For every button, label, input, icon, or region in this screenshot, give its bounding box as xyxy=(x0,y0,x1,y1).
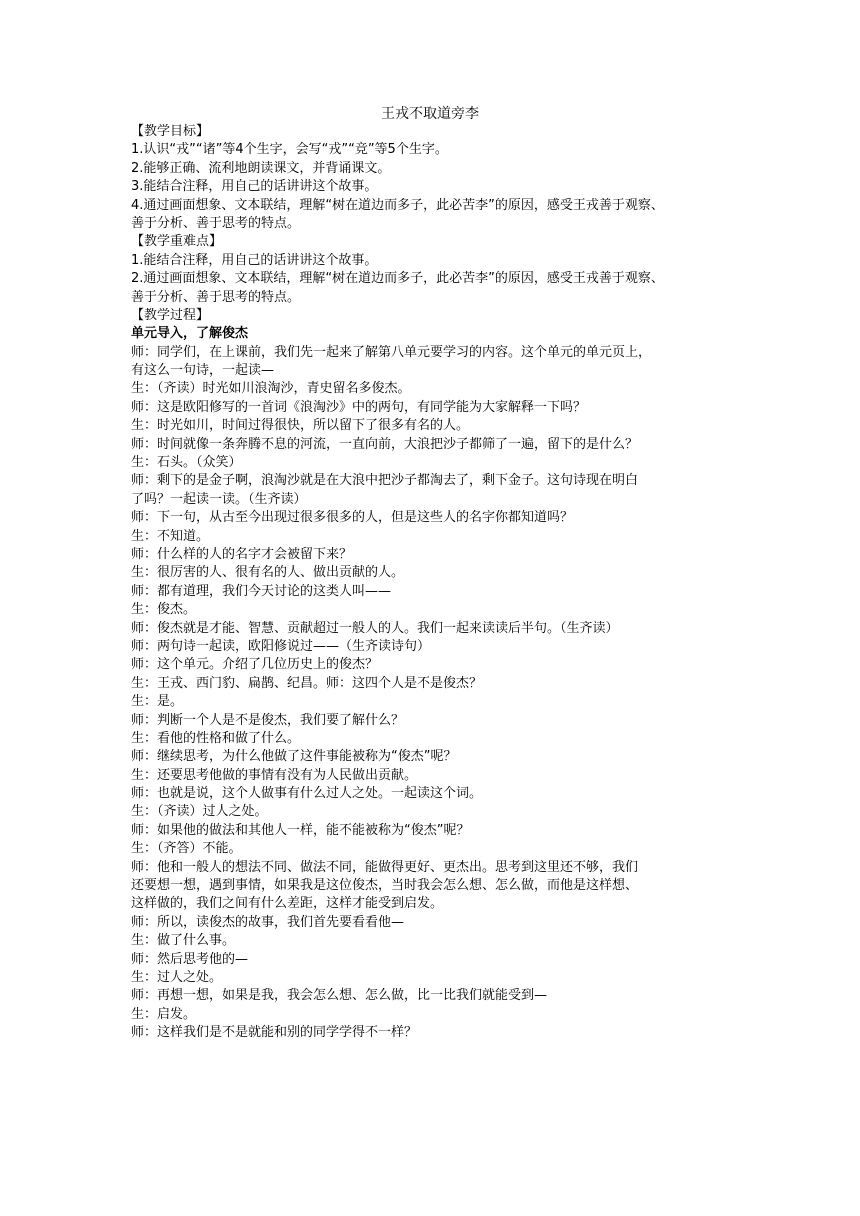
text-line: 生：还要思考他做的事情有没有为人民做出贡献。 xyxy=(131,767,418,783)
text-line: 师：剩下的是金子啊，浪淘沙就是在大浪中把沙子都淘去了，剩下金子。这句诗现在明白 xyxy=(131,473,639,489)
text-line: 生：做了什么事。 xyxy=(131,933,236,949)
text-line: 1.认识“戎”“诸”等4个生字，会写“戎”“竞”等5个生字。 xyxy=(131,142,448,158)
text-line: 师：都有道理，我们今天讨论的这类人叫—— xyxy=(131,583,392,599)
text-line: 师：俊杰就是才能、智慧、贡献超过一般人的人。我们一起来读读后半句。（生齐读） xyxy=(131,620,619,636)
text-line: 生：王戎、西门豹、扁鹊、纪昌。师：这四个人是不是俊杰？ xyxy=(131,675,483,691)
text-line: 师：时间就像一条奔腾不息的河流，一直向前，大浪把沙子都筛了一遍，留下的是什么？ xyxy=(131,436,639,452)
text-line: 师：这是欧阳修写的一首词《浪淘沙》中的两句，有同学能为大家解释一下吗？ xyxy=(131,399,587,415)
text-line: 2.能够正确、流利地朗读课文，并背诵课文。 xyxy=(131,160,391,176)
text-line: 生：不知道。 xyxy=(131,528,210,544)
text-line: 生：过人之处。 xyxy=(131,969,223,985)
text-line: 师：也就是说，这个人做事有什么过人之处。一起读这个词。 xyxy=(131,786,483,802)
text-line: 有这么一句诗，一起读— xyxy=(131,363,275,379)
text-line: 师：再想一想，如果是我，我会怎么想、怎么做，比一比我们就能受到— xyxy=(131,988,548,1004)
text-line: 生：（齐读）时光如川浪淘沙，青史留名多俊杰。 xyxy=(131,381,411,397)
document-body xyxy=(131,123,743,1043)
document-title: 王戎不取道旁李 xyxy=(381,106,479,122)
text-line: 【教学目标】 xyxy=(131,124,210,139)
text-line: 师：如果他的做法和其他人一样，能不能被称为“俊杰”呢？ xyxy=(131,822,470,838)
text-line: 生：看他的性格和做了什么。 xyxy=(131,730,301,746)
text-line: 师：所以，读俊杰的故事，我们首先要看看他— xyxy=(131,914,405,930)
text-line: 师：什么样的人的名字才会被留下来？ xyxy=(131,546,353,562)
text-line: 师：这样我们是不是就能和别的同学学得不一样？ xyxy=(131,1025,418,1041)
text-line: 这样做的，我们之间有什么差距，这样才能受到启发。 xyxy=(131,896,444,912)
section-heading: 单元导入，了解俊杰 xyxy=(131,326,249,342)
text-line: 师：他和一般人的想法不同、做法不同，能做得更好、更杰出。思考到这里还不够，我们 xyxy=(131,859,639,875)
text-line: 师：下一句，从古至今出现过很多很多的人，但是这些人的名字你都知道吗？ xyxy=(131,510,574,526)
text-line: 4.通过画面想象、文本联结，理解“树在道边而多子，此必苦李”的原因，感受王戎善于观察、 xyxy=(131,197,664,213)
text-line: 生：石头。（众笑） xyxy=(131,455,242,471)
text-line: 师：这个单元。介绍了几位历史上的俊杰？ xyxy=(131,657,379,673)
text-line: 3.能结合注释，用自己的话讲讲这个故事。 xyxy=(131,179,378,195)
text-line: 师：判断一个人是不是俊杰，我们要了解什么？ xyxy=(131,712,405,728)
text-line: 师：同学们，在上课前，我们先一起来了解第八单元要学习的内容。这个单元的单元页上， xyxy=(131,344,652,360)
text-line: 生：时光如川，时间过得很快，所以留下了很多有名的人。 xyxy=(131,418,470,434)
text-line: 师：两句诗一起读，欧阳修说过——（生齐读诗句） xyxy=(131,638,431,654)
text-line: 【教学重难点】 xyxy=(131,234,223,250)
text-line: 【教学过程】 xyxy=(131,307,210,323)
text-line: 师：然后思考他的— xyxy=(131,951,249,967)
text-line: 善于分析、善于思考的特点。 xyxy=(131,215,301,231)
text-line: 师：继续思考，为什么他做了这件事能被称为“俊杰”呢？ xyxy=(131,749,457,765)
text-line: 还要想一想，遇到事情，如果我是这位俊杰，当时我会怎么想、怎么做，而他是这样想、 xyxy=(131,878,639,894)
text-line: 生：启发。 xyxy=(131,1006,197,1022)
text-line: 生：很厉害的人、很有名的人、做出贡献的人。 xyxy=(131,565,405,581)
text-line: 生：俊杰。 xyxy=(131,602,197,618)
text-line: 1.能结合注释，用自己的话讲讲这个故事。 xyxy=(131,252,378,268)
text-line: 了吗？一起读一读。（生齐读） xyxy=(131,491,307,507)
text-line: 生：（齐读）过人之处。 xyxy=(131,804,268,820)
text-line: 生：是。 xyxy=(131,694,184,710)
text-line: 善于分析、善于思考的特点。 xyxy=(131,289,301,305)
text-line: 2.通过画面想象、文本联结，理解“树在道边而多子，此必苦李”的原因，感受王戎善于观察、 xyxy=(131,271,664,287)
text-line: 生：（齐答）不能。 xyxy=(131,841,242,857)
